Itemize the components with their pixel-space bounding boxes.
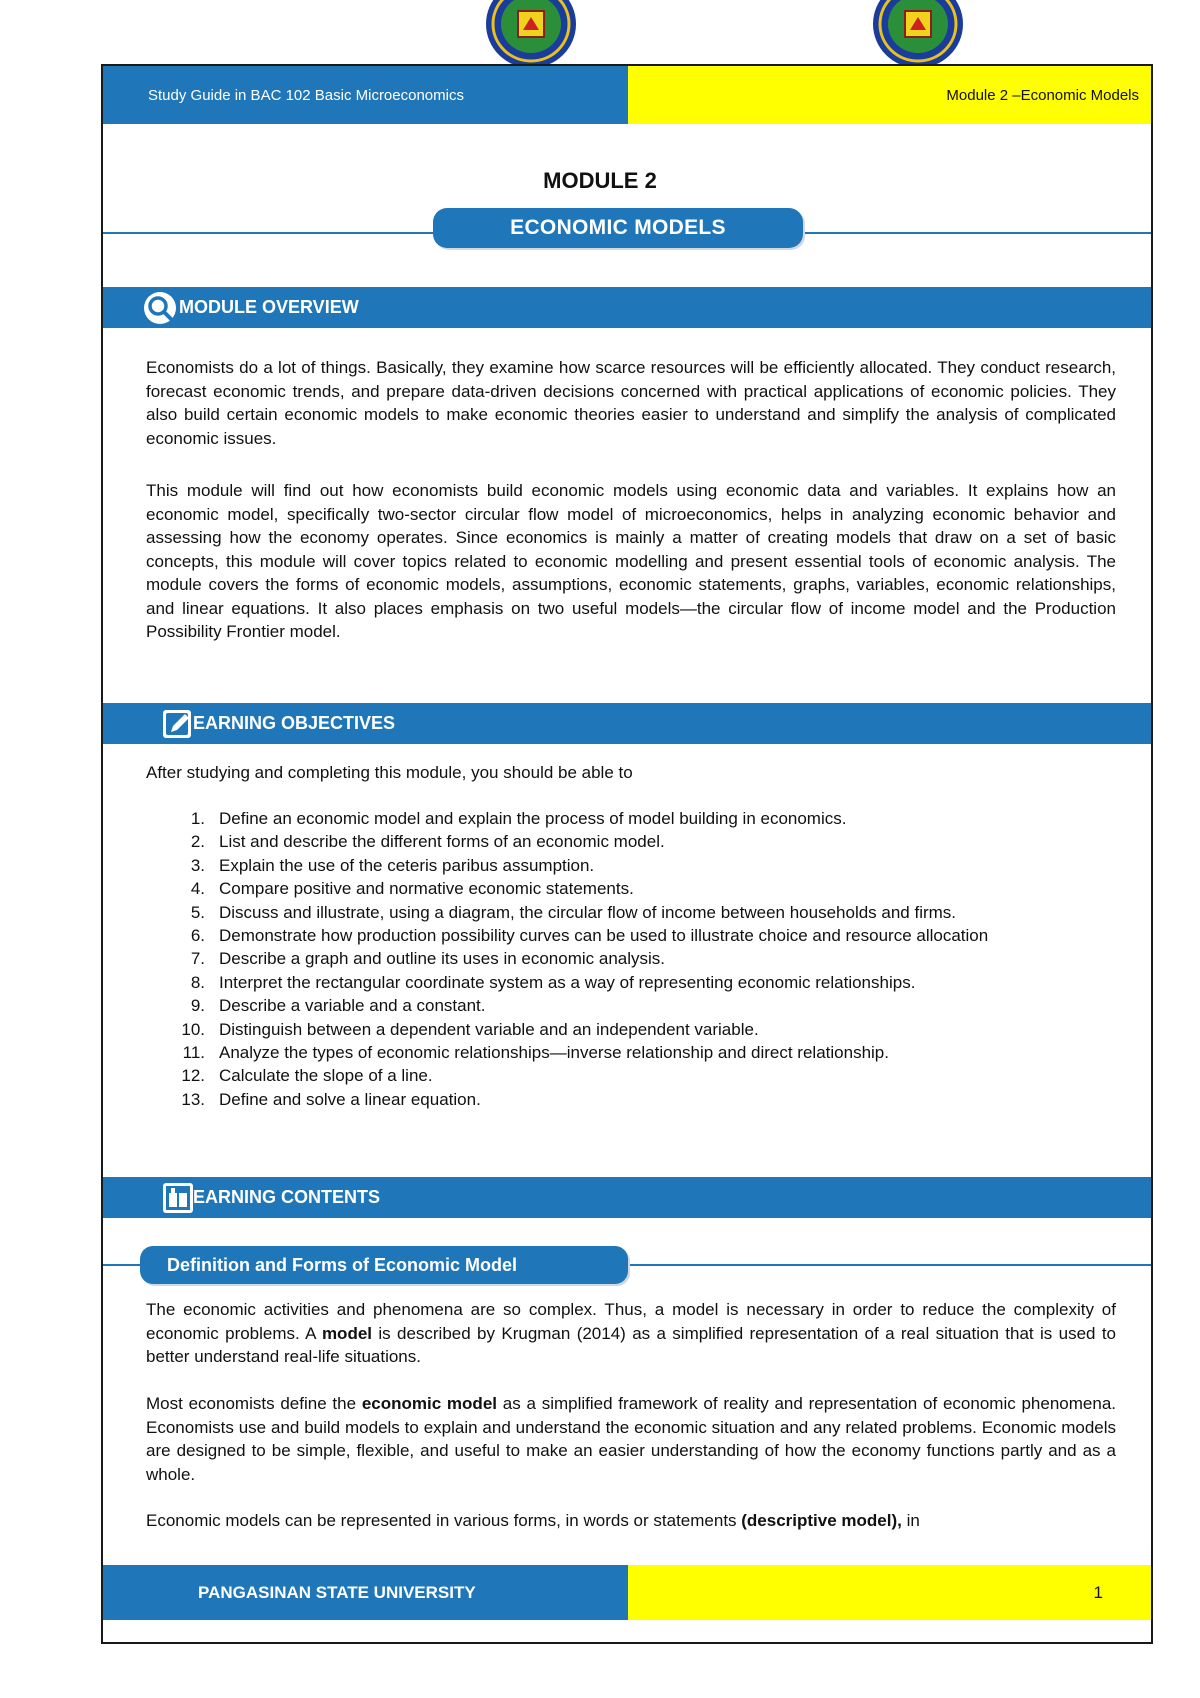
page-footer (103, 1565, 1151, 1620)
objective-number: 7. (190, 949, 205, 969)
overview-paragraph-2: This module will find out how economists build economic models using economic data and variables. It explains how an economic model, specifically two-sector circular flow model of microeconomics, helps in analyzing economic behavior and assessing how the economy operates. Since economics is mainly a matter of creating models that draw on a set of basic concepts, this module will cover topics related to economic modelling and present essential tools of economic analysis. The module covers the forms of economic models, assumptions, economic statements, graphs, variables, economic relationships, and linear equations. It also places emphasis on two useful models—the circular flow of income model and the Production Possibility Frontier model. (146, 481, 1116, 641)
p3-text-c: in (901, 1511, 920, 1530)
objective-number: 4. (190, 879, 205, 899)
objective-text: List and describe the different forms of an economic model. (219, 832, 665, 852)
contents-paragraph-2 (146, 1392, 1116, 1486)
p1-text-c: is described by Krugman (2014) as a simplified representation of a real situation that is used to better understand real-life situations. (146, 1323, 1117, 1366)
overview-heading: MODULE OVERVIEW (179, 297, 359, 317)
contents-subheading: Definition and Forms of Economic Model (140, 1246, 628, 1284)
university-seal-icon (872, 0, 964, 68)
objective-item (146, 854, 1116, 877)
p2-bold-term: economic model (361, 1394, 497, 1413)
contents-heading: EARNING CONTENTS (193, 1187, 381, 1207)
title-rule-left (103, 232, 437, 234)
objective-number: 9. (190, 996, 205, 1016)
objective-number: 1. (190, 809, 205, 828)
title-rule-right (800, 232, 1151, 234)
university-seal-right (872, 0, 964, 68)
objective-item (146, 924, 1116, 947)
university-seal-icon (485, 0, 577, 68)
book-icon (161, 1181, 195, 1215)
magnifier-icon (143, 291, 177, 325)
module-title: ECONOMIC MODELS (433, 208, 803, 248)
objective-item (146, 807, 1116, 830)
objective-number: 6. (190, 926, 205, 946)
p3-bold-term: (descriptive model), (741, 1511, 902, 1530)
objective-number: 11. (182, 1043, 205, 1063)
objective-text: Interpret the rectangular coordinate system as a way of representing economic relationships. (219, 972, 916, 992)
p1-bold-term: model (321, 1323, 372, 1343)
objective-item (146, 1064, 1116, 1087)
objective-number: 10. (181, 1019, 205, 1039)
objective-text: Compare positive and normative economic statements. (219, 879, 634, 899)
objective-item (146, 877, 1116, 900)
objective-number: 12. (181, 1066, 205, 1086)
footer-page-number: 1 (628, 1565, 1151, 1620)
objective-item (146, 994, 1116, 1017)
objective-item (146, 1041, 1116, 1064)
subheading-rule-right (626, 1264, 1151, 1266)
header-module-title: Module 2 –Economic Models (628, 66, 1151, 124)
contents-section-bar (103, 1177, 1151, 1218)
page-header (103, 66, 1151, 124)
objective-text: Describe a graph and outline its uses in economic analysis. (219, 949, 666, 969)
p3-text-a: Economic models can be represented in various forms, in words or statements (146, 1511, 742, 1530)
objectives-section-bar (103, 703, 1151, 744)
overview-paragraph-1: Economists do a lot of things. Basically, they examine how scarce resources will be efficiently allocated. They conduct research, forecast economic trends, and prepare data-driven decisions concerned with practical applications of economic policies. They also build certain economic models to make economic theories easier to understand and simplify the analysis of complicated economic issues. (146, 358, 1116, 448)
objective-item (146, 901, 1116, 924)
objectives-list (146, 807, 1116, 1111)
header-course-title: Study Guide in BAC 102 Basic Microeconomics (103, 66, 628, 124)
objective-number: 2. (190, 832, 205, 852)
objective-number: 13. (181, 1089, 205, 1109)
objectives-intro: After studying and completing this module, you should be able to (146, 763, 633, 782)
contents-paragraph-1 (146, 1298, 1116, 1369)
objective-item (146, 1088, 1116, 1111)
objective-number: 5. (190, 902, 205, 922)
objective-text: Explain the use of the ceteris paribus assumption. (219, 855, 595, 875)
overview-section-bar (103, 287, 1151, 328)
subheading-rule-left (103, 1264, 143, 1266)
objective-number: 8. (190, 972, 205, 992)
p1-text-a: The economic activities and phenomena are so complex. Thus, a model is necessary in order to reduce the complexity of economic problems. A (146, 1300, 1116, 1343)
university-seal-left (485, 0, 577, 68)
contents-paragraph-3 (146, 1509, 1116, 1533)
p2-text-a: Most economists define the (146, 1394, 362, 1413)
module-number: MODULE 2 (543, 168, 657, 193)
objective-text: Discuss and illustrate, using a diagram, the circular flow of income between households and firms. (219, 902, 957, 922)
objective-text: Describe a variable and a constant. (219, 996, 486, 1016)
objective-text: Define and solve a linear equation. (219, 1089, 481, 1109)
objective-item (146, 947, 1116, 970)
objective-text: Calculate the slope of a line. (219, 1066, 433, 1086)
p2-text-c: as a simplified framework of reality and representation of economic phenomena. Economists use and build models to explain and understand the economic situation and any related problems. Economic models are designed to be simple, flexible, and useful to make an easier understanding of how the economy functions partly and as a whole. (146, 1394, 1117, 1484)
objective-text: Distinguish between a dependent variable and an independent variable. (219, 1019, 759, 1039)
objective-item (146, 830, 1116, 853)
objectives-heading: EARNING OBJECTIVES (193, 713, 396, 733)
pencil-icon (161, 707, 195, 741)
objective-text: Demonstrate how production possibility curves can be used to illustrate choice and resource allocation (219, 926, 989, 946)
objective-number: 3. (190, 855, 205, 875)
objective-text: Analyze the types of economic relationships—inverse relationship and direct relationship. (219, 1043, 889, 1063)
objective-text: Define an economic model and explain the process of model building in economics. (219, 809, 847, 828)
objective-item (146, 1018, 1116, 1041)
objective-item (146, 971, 1116, 994)
footer-university: PANGASINAN STATE UNIVERSITY (103, 1565, 628, 1620)
